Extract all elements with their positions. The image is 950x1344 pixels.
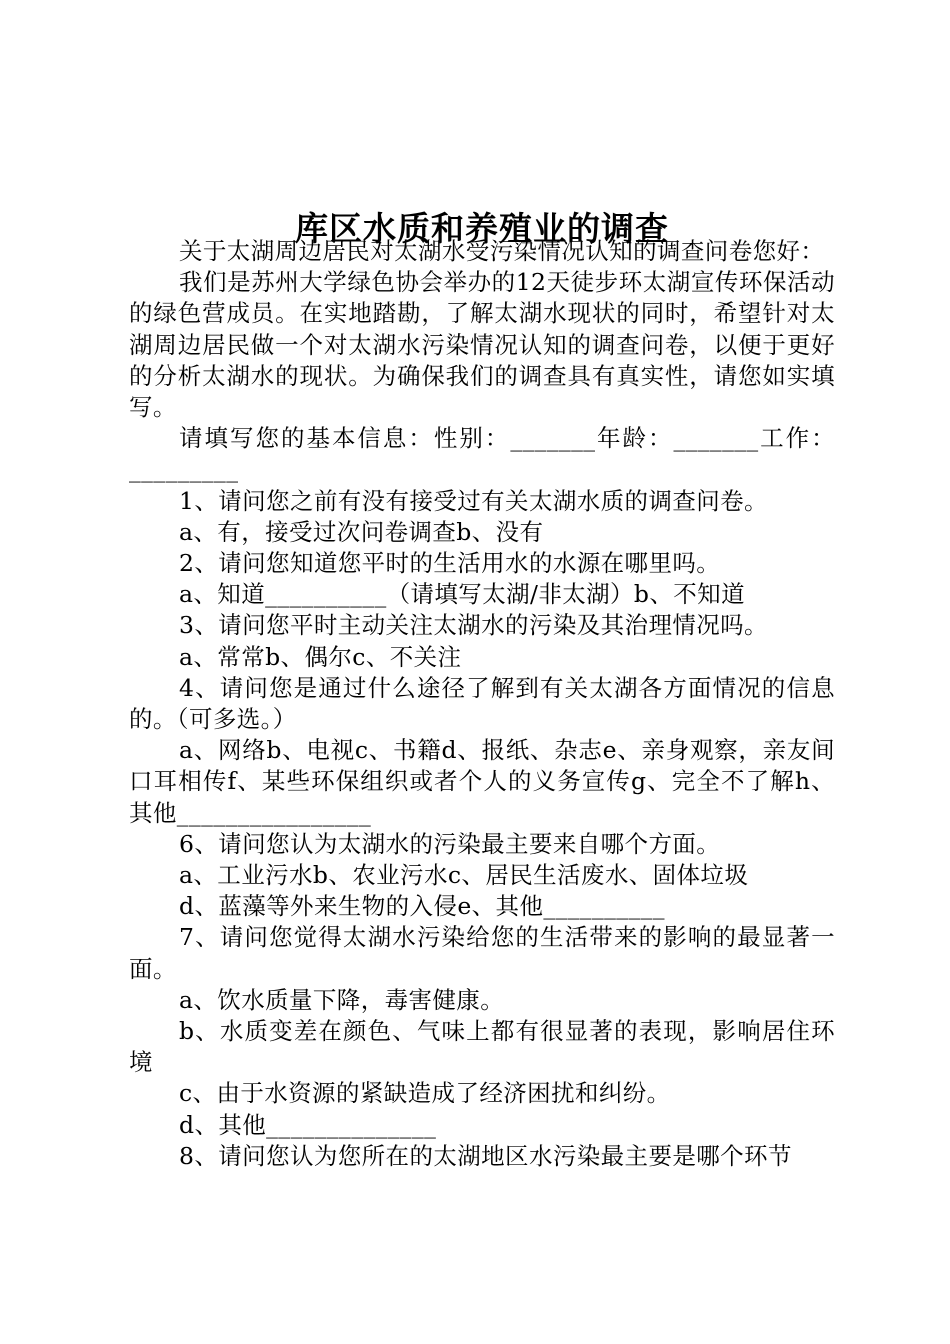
document-title: 库区水质和养殖业的调查 — [295, 209, 669, 249]
question-6-options-line-1: a、工业污水b、农业污水c、居民生活废水、固体垃圾 — [179, 861, 749, 890]
question-7-option-c: c、由于水资源的紧缺造成了经济困扰和纠纷。 — [179, 1079, 671, 1108]
question-1: 1、请问您之前有没有接受过有关太湖水质的调查问卷。 — [179, 486, 768, 515]
question-1-options: a、有，接受过次问卷调查b、没有 — [179, 517, 544, 546]
question-7-option-b: b、水质变差在颜色、气味上都有很显著的表现，影响居住环境 — [129, 1017, 835, 1077]
question-8: 8、请问您认为您所在的太湖地区水污染最主要是哪个环节 — [179, 1141, 792, 1170]
question-6: 6、请问您认为太湖水的污染最主要来自哪个方面。 — [179, 829, 721, 858]
question-7: 7、请问您觉得太湖水污染给您的生活带来的影响的最显著一面。 — [129, 923, 835, 983]
question-7-option-d: d、其他______________ — [179, 1110, 437, 1139]
question-3: 3、请问您平时主动关注太湖水的污染及其治理情况吗。 — [179, 611, 768, 640]
question-4: 4、请问您是通过什么途径了解到有关太湖各方面情况的信息的。（可多选。） — [129, 673, 835, 734]
document-page — [129, 0, 835, 1344]
question-2: 2、请问您知道您平时的生活用水的水源在哪里吗。 — [179, 549, 721, 578]
question-3-options: a、常常b、偶尔c、不关注 — [179, 642, 462, 671]
question-7-option-a: a、饮水质量下降，毒害健康。 — [179, 985, 505, 1014]
question-2-options: a、知道__________（请填写太湖/非太湖）b、不知道 — [179, 580, 745, 609]
question-6-options-line-2: d、蓝藻等外来生物的入侵e、其他__________ — [179, 892, 665, 921]
question-4-options: a、网络b、电视c、书籍d、报纸、杂志e、亲身观察，亲友间口耳相传f、某些环保组织或者个人的义务宣传g、完全不了解h、其他________________ — [129, 736, 835, 827]
survey-introduction-paragraph: 我们是苏州大学绿色协会举办的12天徒步环太湖宣传环保活动的绿色营成员。在实地踏勘，了解太湖水现状的同时，希望针对太湖周边居民做一个对太湖水污染情况认知的调查问卷，以便于更好的分析太湖水的现状。为确保我们的调查具有真实性，请您如实填写。 — [129, 268, 835, 422]
document-body — [129, 236, 835, 1172]
basic-info-line: 请填写您的基本信息：性别：_______年龄：_______工作：_________ — [129, 424, 835, 484]
survey-intro: 关于太湖周边居民对太湖水受污染情况认知的调查问卷您好： — [179, 237, 825, 265]
